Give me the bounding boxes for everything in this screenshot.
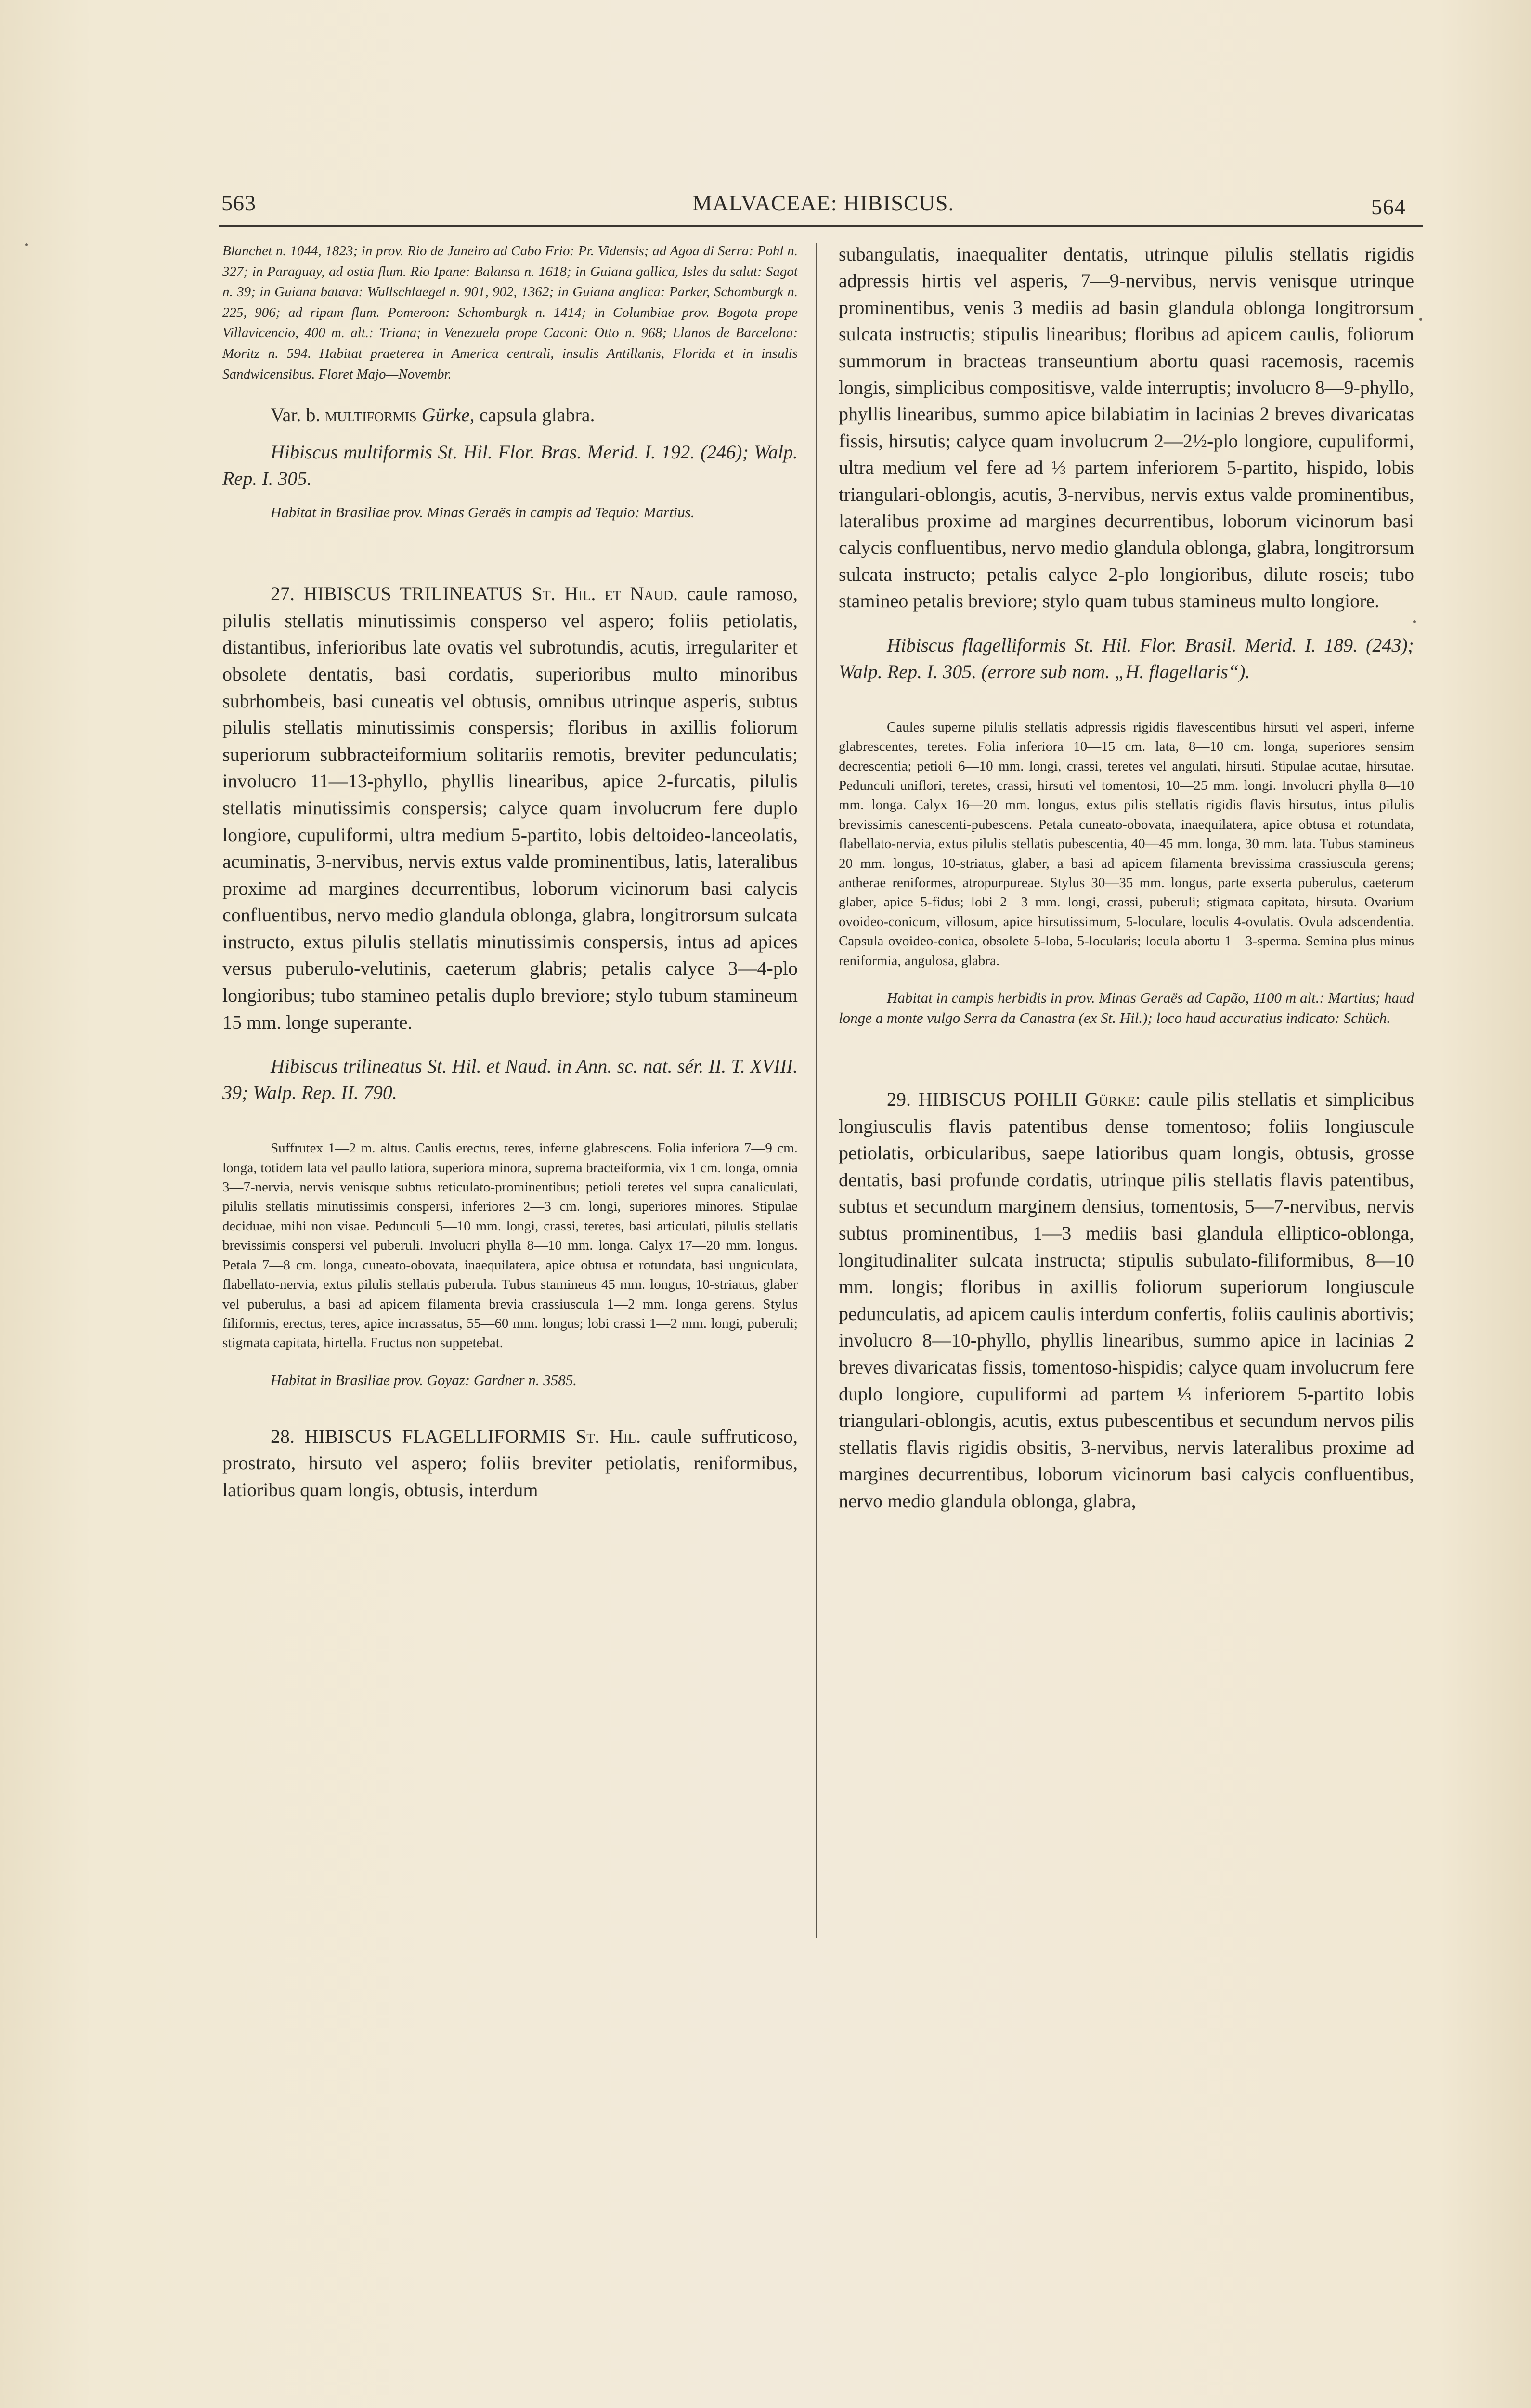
locality-list: Blanchet n. 1044, 1823; in prov. Rio de Janeiro ad Cabo Frio: Pr. Vidensis; ad Agoa di Serra: Pohl n. 327; in Paraguay, ad ostia flum. Rio Ipane: Balansa n. 1618; in Guiana gallica, Isles du salut: Sagot n. 39; in Guiana batava: Wullschlaegel n. 901, 902, 1362; in Guiana anglica: Parker, Schomburgk n. 225, 906; ad ripam flum. Pomeroon: Schomburgk n. 1414; in Columbiae prov. Bogota prope Villavicencio, 400 m. alt.: Triana; in Venezuela prope Caconi: Otto n. 968; Llanos de Barcelona: Moritz n. 594. Habitat praeterea in America centrali, insulis Antillanis, Florida et in insulis Sandwicensibus. Floret Majo—Novembr. [222,243,798,382]
variety-author: Gürke, [421,404,475,426]
species-29-paragraph [839,1086,1414,1515]
species-28-description: Caules superne pilulis stellatis adpressis rigidis flavescentibus hirsuti vel asperi, inferne glabrescentes, teretes. Folia inferiora 10—15 cm. lata, 8—10 cm. longa, superiores sensim decrescentia; petioli 6—10 mm. longi, crassi, teretes vel angulati, hirsuti. Stipulae acutae, hirsutae. Pedunculi uniflori, teretes, crassi, hirsuti vel tomentosi, 10—25 mm. longi. Involucri phylla 8—10 mm. longa. Calyx 16—20 mm. longus, extus pilis stellatis rigidis flavis hirsutus, intus pilulis brevissimis canescenti-pubescens. Petala cuneato-obovata, inaequilatera, apice obtusa et rotundata, flabellato-nervia, extus pilulis stellatis pubescentia, 40—45 mm. longa, 30 mm. lata. Tubus stamineus 20 mm. longus, 10-striatus, glaber, a basi ad apicem filamenta brevissima crassiuscula gerens; antherae reniformes, atropurpureae. Stylus 30—35 mm. longus, parte exserta puberulus, caeterum glaber, apice 5-fidus; lobi 2—3 mm. longi, crassi, puberuli; stigmata capitata, hirsuta. Ovarium ovoideo-conicum, villosum, apice hirsutissimum, 5-loculare, loculis 4-ovulatis. Ovula adscendentia. Capsula ovoideo-conica, obsolete 5-loba, 5-locularis; locula abortu 1—3-sperma. Semina plus minus reniformia, angulosa, glabra. [839,719,1414,968]
species-27-reference: Hibiscus trilineatus St. Hil. et Naud. in Ann. sc. nat. sér. II. T. XVIII. 39; Walp. Rep. II. 790. [222,1055,798,1104]
variety-reference: Hibiscus multiformis St. Hil. Flor. Bras. Merid. I. 192. (246); Walp. Rep. I. 305. [222,441,798,490]
variety-heading [222,402,798,428]
species-28-reference: Hibiscus flagelliformis St. Hil. Flor. Brasil. Merid. I. 189. (243); Walp. Rep. I. 305. (errore sub nom. „H. flagellaris“). [839,634,1414,682]
variety-label: Var. b. [271,404,321,426]
species-28-author: St. Hil. [575,1425,641,1447]
species-29-author: Gürke: [1084,1088,1141,1110]
right-column [839,241,1414,1514]
species-28-diagnosis-start: caule suffruticoso, prostrato, hirsuto vel aspero; foliis breviter petiolatis, reniformibus, latioribus quam longis, obtusis, interdum [222,1425,798,1501]
running-title: MALVACEAE: HIBISCUS. [692,191,954,215]
species-27-diagnosis: caule ramoso, pilulis stellatis minutissimis consperso vel aspero; foliis petiolatis, distantibus, inferioribus late ovatis vel subrotundis, acutis, irregulariter et obsolete dentatis, basi cordatis, superioribus multo minoribus subrhombeis, basi cuneatis vel obtusis, omnibus utrinque asperis, subtus pilulis stellatis minutissimis conspersis; floribus in axillis foliorum superiorum subbracteiformium solitariis remotis, breviter pedunculatis; involucro 11—13-phyllo, phyllis linearibus, apice 2-furcatis, pilulis stellatis minutissimis conspersis; calyce quam involucrum fere duplo longiore, cupuliformi, ultra medium 5-partito, lobis deltoideo-lanceolatis, acuminatis, 3-nervibus, nervis extus valde prominentibus, latis, lateralibus proxime ad margines decurrentibus, loborum vicinorum basi calycis confluentibus, nervo medio glandula oblonga, glabra, longitrorsum sulcata instructo, extus pilulis stellatis minutissimis conspersis, intus ad apices versus puberulo-velutinis, caeterum glabris; petalis calyce 3—4-plo longioribus; tubo stamineo petalis duplo breviore; stylo tubum stamineum 15 mm. longe superante. [222,583,798,1033]
species-27-number: 27. [271,583,295,605]
species-27-paragraph [222,580,798,1035]
species-27-name: HIBISCUS TRILINEATUS [303,583,523,605]
species-28-habitat: Habitat in campis herbidis in prov. Minas Geraës ad Capão, 1100 m alt.: Martius; haud longe a monte vulgo Serra da Canastra (ex St. Hil.); loco haud accuratius indicato: Schüch. [839,989,1414,1026]
page-number-right: 564 [1371,195,1406,219]
species-29-diagnosis: caule pilis stellatis et simplicibus longiusculis flavis patentibus dense tomentoso; foliis longiuscule petiolatis, orbicularibus, saepe latioribus quam longis, obtusis, grosse dentatis, basi profunde cordatis, utrinque pilis stellatis flavis patentibus, subtus et secundum marginem densius, tomentosis, 5—7-nervibus, nervis subtus prominentibus, 1—3 mediis basi glandula elliptico-oblonga, longitudinaliter sulcata instructa; stipulis subulato-filiformibus, 8—10 mm. longis; floribus in axillis foliorum superiorum longiuscule pedunculatis, ad apicem caulis interdum confertis, foliis caulinis abortivis; involucro 8—10-phyllo, phyllis linearibus, summo apice in lacinias 2 breves divaricatas fissis, tomentoso-hispidis; calyce quam involucrum fere duplo longiore, cupuliformi ad partem ⅓ inferiorem 5-partito lobis triangulari-oblongis, acutis, extus pubescentibus et secundum nervos pilis stellatis flavis rigidis obsitis, 3-nervibus, nervis lateralibus proxime ad margines decurrentibus, loborum vicinorum basi calycis confluentibus, nervo medio glandula oblonga, glabra, [839,1088,1414,1512]
species-29-number: 29. [887,1088,911,1110]
running-header [221,190,1425,224]
variety-name: multiformis [325,404,417,426]
variety-habitat: Habitat in Brasiliae prov. Minas Geraës in campis ad Tequio: Martius. [271,504,695,521]
header-rule [219,225,1423,227]
species-28-paragraph [222,1423,798,1504]
paper-speck [1413,620,1416,623]
page-number-left: 563 [221,191,256,215]
variety-text: capsula glabra. [479,404,595,426]
species-28-diagnosis-continued: subangulatis, inaequaliter dentatis, utrinque pilulis stellatis rigidis adpressis hirtis vel asperis, 7—9-nervibus, nervis venisque utrinque prominentibus, venis 3 mediis ad basin glandula oblonga longitrorsum sulcata instructis; stipulis linearibus; floribus ad apicem caulis, foliorum summorum in bracteas transeuntium abortu quasi racemosis, racemis longis, simplicibus compositisve, valde interruptis; involucro 8—9-phyllo, phyllis linearibus, summo apice bilabiatim in lacinias 2 breves divaricatas fissis, hirsutis; calyce quam involucrum 2—2½-plo longiore, cupuliformi, ultra medium vel fere ad ⅓ partem inferiorem 5-partito, hispido, lobis triangulari-oblongis, acutis, 3-nervibus, nervis extus valde prominentibus, lateralibus proxime ad margines decurrentibus, loborum vicinorum basi calycis confluentibus, nervo medio glandula oblonga, glabra, longitrorsum sulcata instructo; petalis calyce 2-plo longioribus, dilute roseis; tubo stamineo petalis breviore; stylo quam tubus stamineus multo longiore. [839,243,1414,612]
column-divider [816,243,817,1938]
species-28-number: 28. [271,1425,295,1447]
species-27-author: St. Hil. et Naud. [532,583,678,605]
species-27-description: Suffrutex 1—2 m. altus. Caulis erectus, teres, inferne glabrescens. Folia inferiora 7—9 cm. longa, totidem lata vel paullo latiora, superiora minora, suprema bracteiformia, vix 1 cm. longa, omnia 3—7-nervia, nervis venisque subtus reticulato-prominentibus; petioli teretes vel supra canaliculati, pilulis stellatis minutissimis conspersi, inferiores 2—3 cm. longi, superiores minores. Stipulae deciduae, mihi non visae. Pedunculi 5—10 mm. longi, crassi, teretes, basi articulati, pilulis stellatis brevissimis conspersi vel puberuli. Involucri phylla 8—10 mm. longa. Calyx 17—20 mm. longus. Petala 7—8 cm. longa, cuneato-obovata, inaequilatera, apice obtusa et rotundata, basi unguiculata, flabellato-nervia, extus pilulis stellatis puberula. Tubus stamineus 45 mm. longus, 10-striatus, glaber vel puberulus, a basi ad apicem filamenta brevia crassiuscula 1—2 mm. longa gerens. Stylus filiformis, erectus, teres, apice incrassatus, 55—60 mm. longus; lobi crassi 1—2 mm. longi, puberuli; stigmata capitata, hirtella. Fructus non suppetebat. [222,1140,798,1351]
species-27-habitat: Habitat in Brasiliae prov. Goyaz: Gardner n. 3585. [271,1371,577,1388]
paper-speck [1419,318,1422,321]
species-28-name: HIBISCUS FLAGELLIFORMIS [304,1425,566,1447]
paper-speck [25,243,28,246]
left-column [222,241,798,1504]
species-29-name: HIBISCUS POHLII [918,1088,1077,1110]
